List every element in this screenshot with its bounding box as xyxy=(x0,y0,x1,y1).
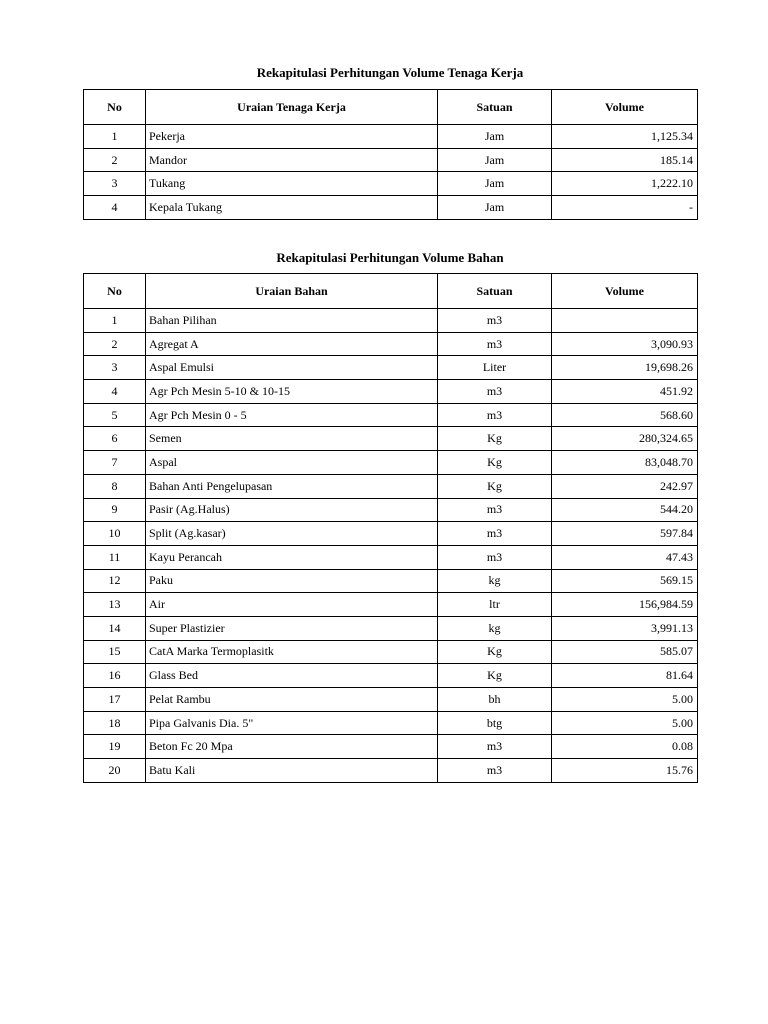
item-volume: 3,090.93 xyxy=(552,332,698,356)
header-volume: Volume xyxy=(552,90,698,125)
item-volume: 585.07 xyxy=(552,640,698,664)
item-description: CatA Marka Termoplasitk xyxy=(146,640,438,664)
item-volume: 568.60 xyxy=(552,403,698,427)
row-number: 8 xyxy=(84,474,146,498)
header-no: No xyxy=(84,90,146,125)
item-description: Semen xyxy=(146,427,438,451)
item-description: Kepala Tukang xyxy=(146,196,438,220)
item-description: Batu Kali xyxy=(146,759,438,783)
table-row xyxy=(84,664,698,688)
table-row xyxy=(84,451,698,475)
item-unit: m3 xyxy=(438,380,552,404)
header-volume: Volume xyxy=(552,274,698,309)
item-volume: 47.43 xyxy=(552,545,698,569)
item-volume: 3,991.13 xyxy=(552,616,698,640)
item-unit: m3 xyxy=(438,545,552,569)
table-row xyxy=(84,522,698,546)
item-unit: Kg xyxy=(438,451,552,475)
item-description: Paku xyxy=(146,569,438,593)
item-unit: bh xyxy=(438,688,552,712)
item-description: Aspal Emulsi xyxy=(146,356,438,380)
table-row xyxy=(84,593,698,617)
item-volume: 156,984.59 xyxy=(552,593,698,617)
item-volume: 597.84 xyxy=(552,522,698,546)
row-number: 3 xyxy=(84,356,146,380)
table-row xyxy=(84,616,698,640)
header-unit: Satuan xyxy=(438,274,552,309)
table-row xyxy=(84,332,698,356)
item-volume: 15.76 xyxy=(552,759,698,783)
row-number: 11 xyxy=(84,545,146,569)
item-unit: m3 xyxy=(438,522,552,546)
item-unit: Jam xyxy=(438,172,552,196)
item-unit: m3 xyxy=(438,498,552,522)
item-unit: Kg xyxy=(438,640,552,664)
row-number: 20 xyxy=(84,759,146,783)
item-volume: 280,324.65 xyxy=(552,427,698,451)
row-number: 5 xyxy=(84,403,146,427)
header-description: Uraian Tenaga Kerja xyxy=(146,90,438,125)
row-number: 9 xyxy=(84,498,146,522)
item-volume: 81.64 xyxy=(552,664,698,688)
row-number: 16 xyxy=(84,664,146,688)
table-row xyxy=(84,403,698,427)
row-number: 1 xyxy=(84,309,146,333)
materials-header-row xyxy=(84,274,698,309)
item-unit: Jam xyxy=(438,125,552,149)
row-number: 17 xyxy=(84,688,146,712)
item-unit: kg xyxy=(438,569,552,593)
header-no: No xyxy=(84,274,146,309)
table-row xyxy=(84,148,698,172)
item-description: Aspal xyxy=(146,451,438,475)
item-unit: Kg xyxy=(438,427,552,451)
labor-header-row xyxy=(84,90,698,125)
item-description: Agr Pch Mesin 0 - 5 xyxy=(146,403,438,427)
item-unit: Kg xyxy=(438,474,552,498)
row-number: 4 xyxy=(84,196,146,220)
labor-table xyxy=(83,89,698,220)
table-row xyxy=(84,474,698,498)
item-volume: 5.00 xyxy=(552,688,698,712)
row-number: 19 xyxy=(84,735,146,759)
item-unit: m3 xyxy=(438,309,552,333)
row-number: 4 xyxy=(84,380,146,404)
row-number: 1 xyxy=(84,125,146,149)
table-row xyxy=(84,498,698,522)
item-unit: btg xyxy=(438,711,552,735)
item-unit: m3 xyxy=(438,332,552,356)
item-unit: m3 xyxy=(438,759,552,783)
item-description: Kayu Perancah xyxy=(146,545,438,569)
item-description: Pasir (Ag.Halus) xyxy=(146,498,438,522)
table-row xyxy=(84,196,698,220)
table-row xyxy=(84,569,698,593)
table-row xyxy=(84,427,698,451)
row-number: 10 xyxy=(84,522,146,546)
item-description: Bahan Pilihan xyxy=(146,309,438,333)
item-description: Pekerja xyxy=(146,125,438,149)
item-volume: 242.97 xyxy=(552,474,698,498)
item-description: Air xyxy=(146,593,438,617)
labor-table-title: Rekapitulasi Perhitungan Volume Tenaga Kerja xyxy=(256,65,524,80)
row-number: 3 xyxy=(84,172,146,196)
item-description: Split (Ag.kasar) xyxy=(146,522,438,546)
table-row xyxy=(84,356,698,380)
item-description: Mandor xyxy=(146,148,438,172)
item-unit: Jam xyxy=(438,148,552,172)
item-description: Pipa Galvanis Dia. 5" xyxy=(146,711,438,735)
item-unit: kg xyxy=(438,616,552,640)
table-row xyxy=(84,711,698,735)
row-number: 6 xyxy=(84,427,146,451)
row-number: 18 xyxy=(84,711,146,735)
header-unit: Satuan xyxy=(438,90,552,125)
item-volume: 19,698.26 xyxy=(552,356,698,380)
item-description: Pelat Rambu xyxy=(146,688,438,712)
item-unit: Liter xyxy=(438,356,552,380)
item-volume: 1,222.10 xyxy=(552,172,698,196)
table-row xyxy=(84,380,698,404)
item-description: Agr Pch Mesin 5-10 & 10-15 xyxy=(146,380,438,404)
item-unit: Kg xyxy=(438,664,552,688)
item-volume: 0.08 xyxy=(552,735,698,759)
table-row xyxy=(84,309,698,333)
item-volume: 83,048.70 xyxy=(552,451,698,475)
table-row xyxy=(84,640,698,664)
item-volume: 1,125.34 xyxy=(552,125,698,149)
item-volume: 451.92 xyxy=(552,380,698,404)
item-description: Bahan Anti Pengelupasan xyxy=(146,474,438,498)
table-row xyxy=(84,125,698,149)
table-row xyxy=(84,172,698,196)
item-volume: 5.00 xyxy=(552,711,698,735)
row-number: 2 xyxy=(84,148,146,172)
row-number: 15 xyxy=(84,640,146,664)
item-volume: - xyxy=(552,196,698,220)
item-unit: ltr xyxy=(438,593,552,617)
item-volume xyxy=(552,309,698,333)
row-number: 12 xyxy=(84,569,146,593)
table-row xyxy=(84,735,698,759)
materials-table-title: Rekapitulasi Perhitungan Volume Bahan xyxy=(276,250,504,265)
table-row xyxy=(84,688,698,712)
row-number: 14 xyxy=(84,616,146,640)
item-volume: 569.15 xyxy=(552,569,698,593)
item-description: Beton Fc 20 Mpa xyxy=(146,735,438,759)
row-number: 13 xyxy=(84,593,146,617)
item-volume: 544.20 xyxy=(552,498,698,522)
item-description: Glass Bed xyxy=(146,664,438,688)
item-unit: Jam xyxy=(438,196,552,220)
row-number: 7 xyxy=(84,451,146,475)
item-description: Tukang xyxy=(146,172,438,196)
table-row xyxy=(84,759,698,783)
item-unit: m3 xyxy=(438,735,552,759)
header-description: Uraian Bahan xyxy=(146,274,438,309)
item-unit: m3 xyxy=(438,403,552,427)
table-row xyxy=(84,545,698,569)
row-number: 2 xyxy=(84,332,146,356)
item-description: Agregat A xyxy=(146,332,438,356)
item-description: Super Plastizier xyxy=(146,616,438,640)
materials-table xyxy=(83,273,698,783)
item-volume: 185.14 xyxy=(552,148,698,172)
